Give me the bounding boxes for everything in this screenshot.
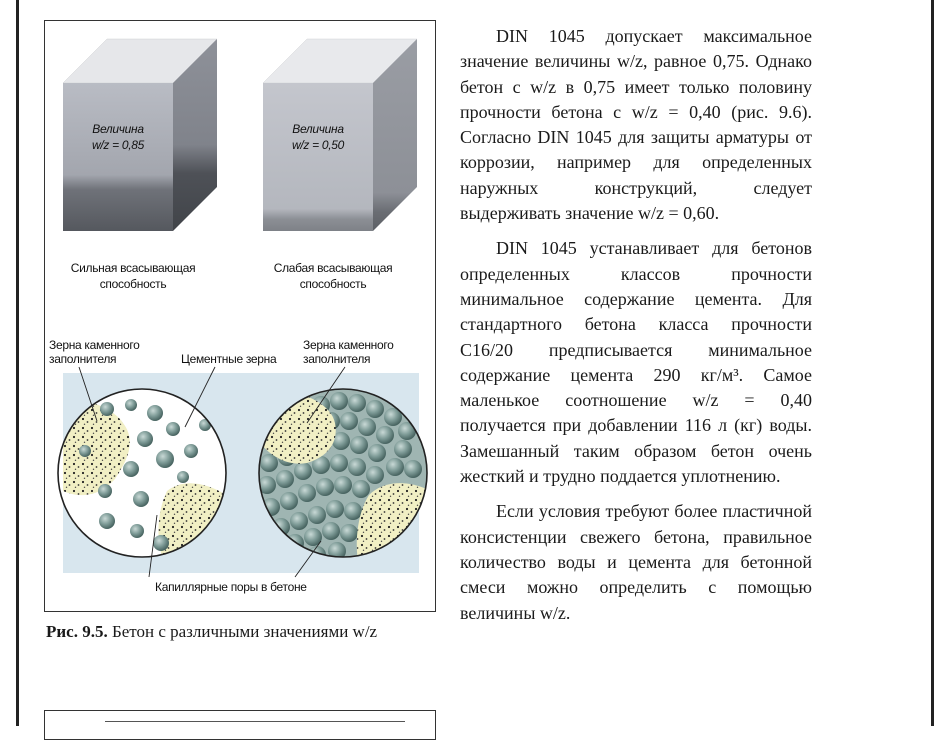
- wz-label-right-2: w/z = 0,50: [291, 138, 345, 152]
- paragraph-3: Если условия требуют более пластичной консистенции свежего бетона, правильное количество воды и цемента для бетонной смеси можно определить с помощью величины w/z.: [460, 501, 812, 623]
- body-text-column: [460, 24, 812, 626]
- cement-grains-label: Цементные зерна: [181, 352, 277, 366]
- pores-label: Капиллярные поры в бетоне: [155, 580, 307, 594]
- next-figure-frame: [44, 710, 436, 740]
- next-figure-line: [105, 721, 405, 722]
- paragraph-2: DIN 1045 устанавливает для бетонов определенных классов прочности минимальное содержание цемента. Для стандартного бетона класса прочности C16/20 предписывается минимальное содержание цемента 290 кг/м³. Самое маленькое соотношение w/z = 0,40 получается при добавлении 116 л (кг) воды. Замешанный таким образом бетон очень жесткий и трудно поддается уплотнению.: [460, 238, 812, 487]
- wz-label-left-1: Величина: [92, 122, 144, 136]
- absorb-label-left-2: способность: [99, 277, 167, 291]
- aggregate-label-left-1: Зерна каменного: [49, 338, 140, 352]
- absorb-label-left-1: Сильная всасывающая: [70, 261, 196, 275]
- paragraph-1: DIN 1045 допускает максимальное значение величины w/z, равное 0,75. Однако бетон с w/z в 0,75 имеет только половину прочности бетона с w/z = 0,40 (рис. 9.6). Согласно DIN 1045 для защиты арматуры от коррозии, например для определенных наружных конструкций, следует выдерживать значение w/z = 0,60.: [460, 26, 812, 224]
- figure-illustration: [45, 21, 437, 613]
- caption-number: Рис. 9.5.: [46, 622, 108, 641]
- absorb-label-right-2: способность: [299, 277, 367, 291]
- aggregate-label-right-2: заполнителя: [303, 352, 371, 366]
- absorb-label-right-1: Слабая всасывающая: [273, 261, 393, 275]
- aggregate-label-left-2: заполнителя: [49, 352, 117, 366]
- wz-label-right-1: Величина: [292, 122, 344, 136]
- wz-label-left-2: w/z = 0,85: [91, 138, 145, 152]
- caption-text: Бетон с различными значениями w/z: [111, 622, 378, 641]
- figure-9-5: [44, 20, 436, 612]
- aggregate-label-right-1: Зерна каменного: [303, 338, 394, 352]
- figure-caption: [46, 621, 438, 643]
